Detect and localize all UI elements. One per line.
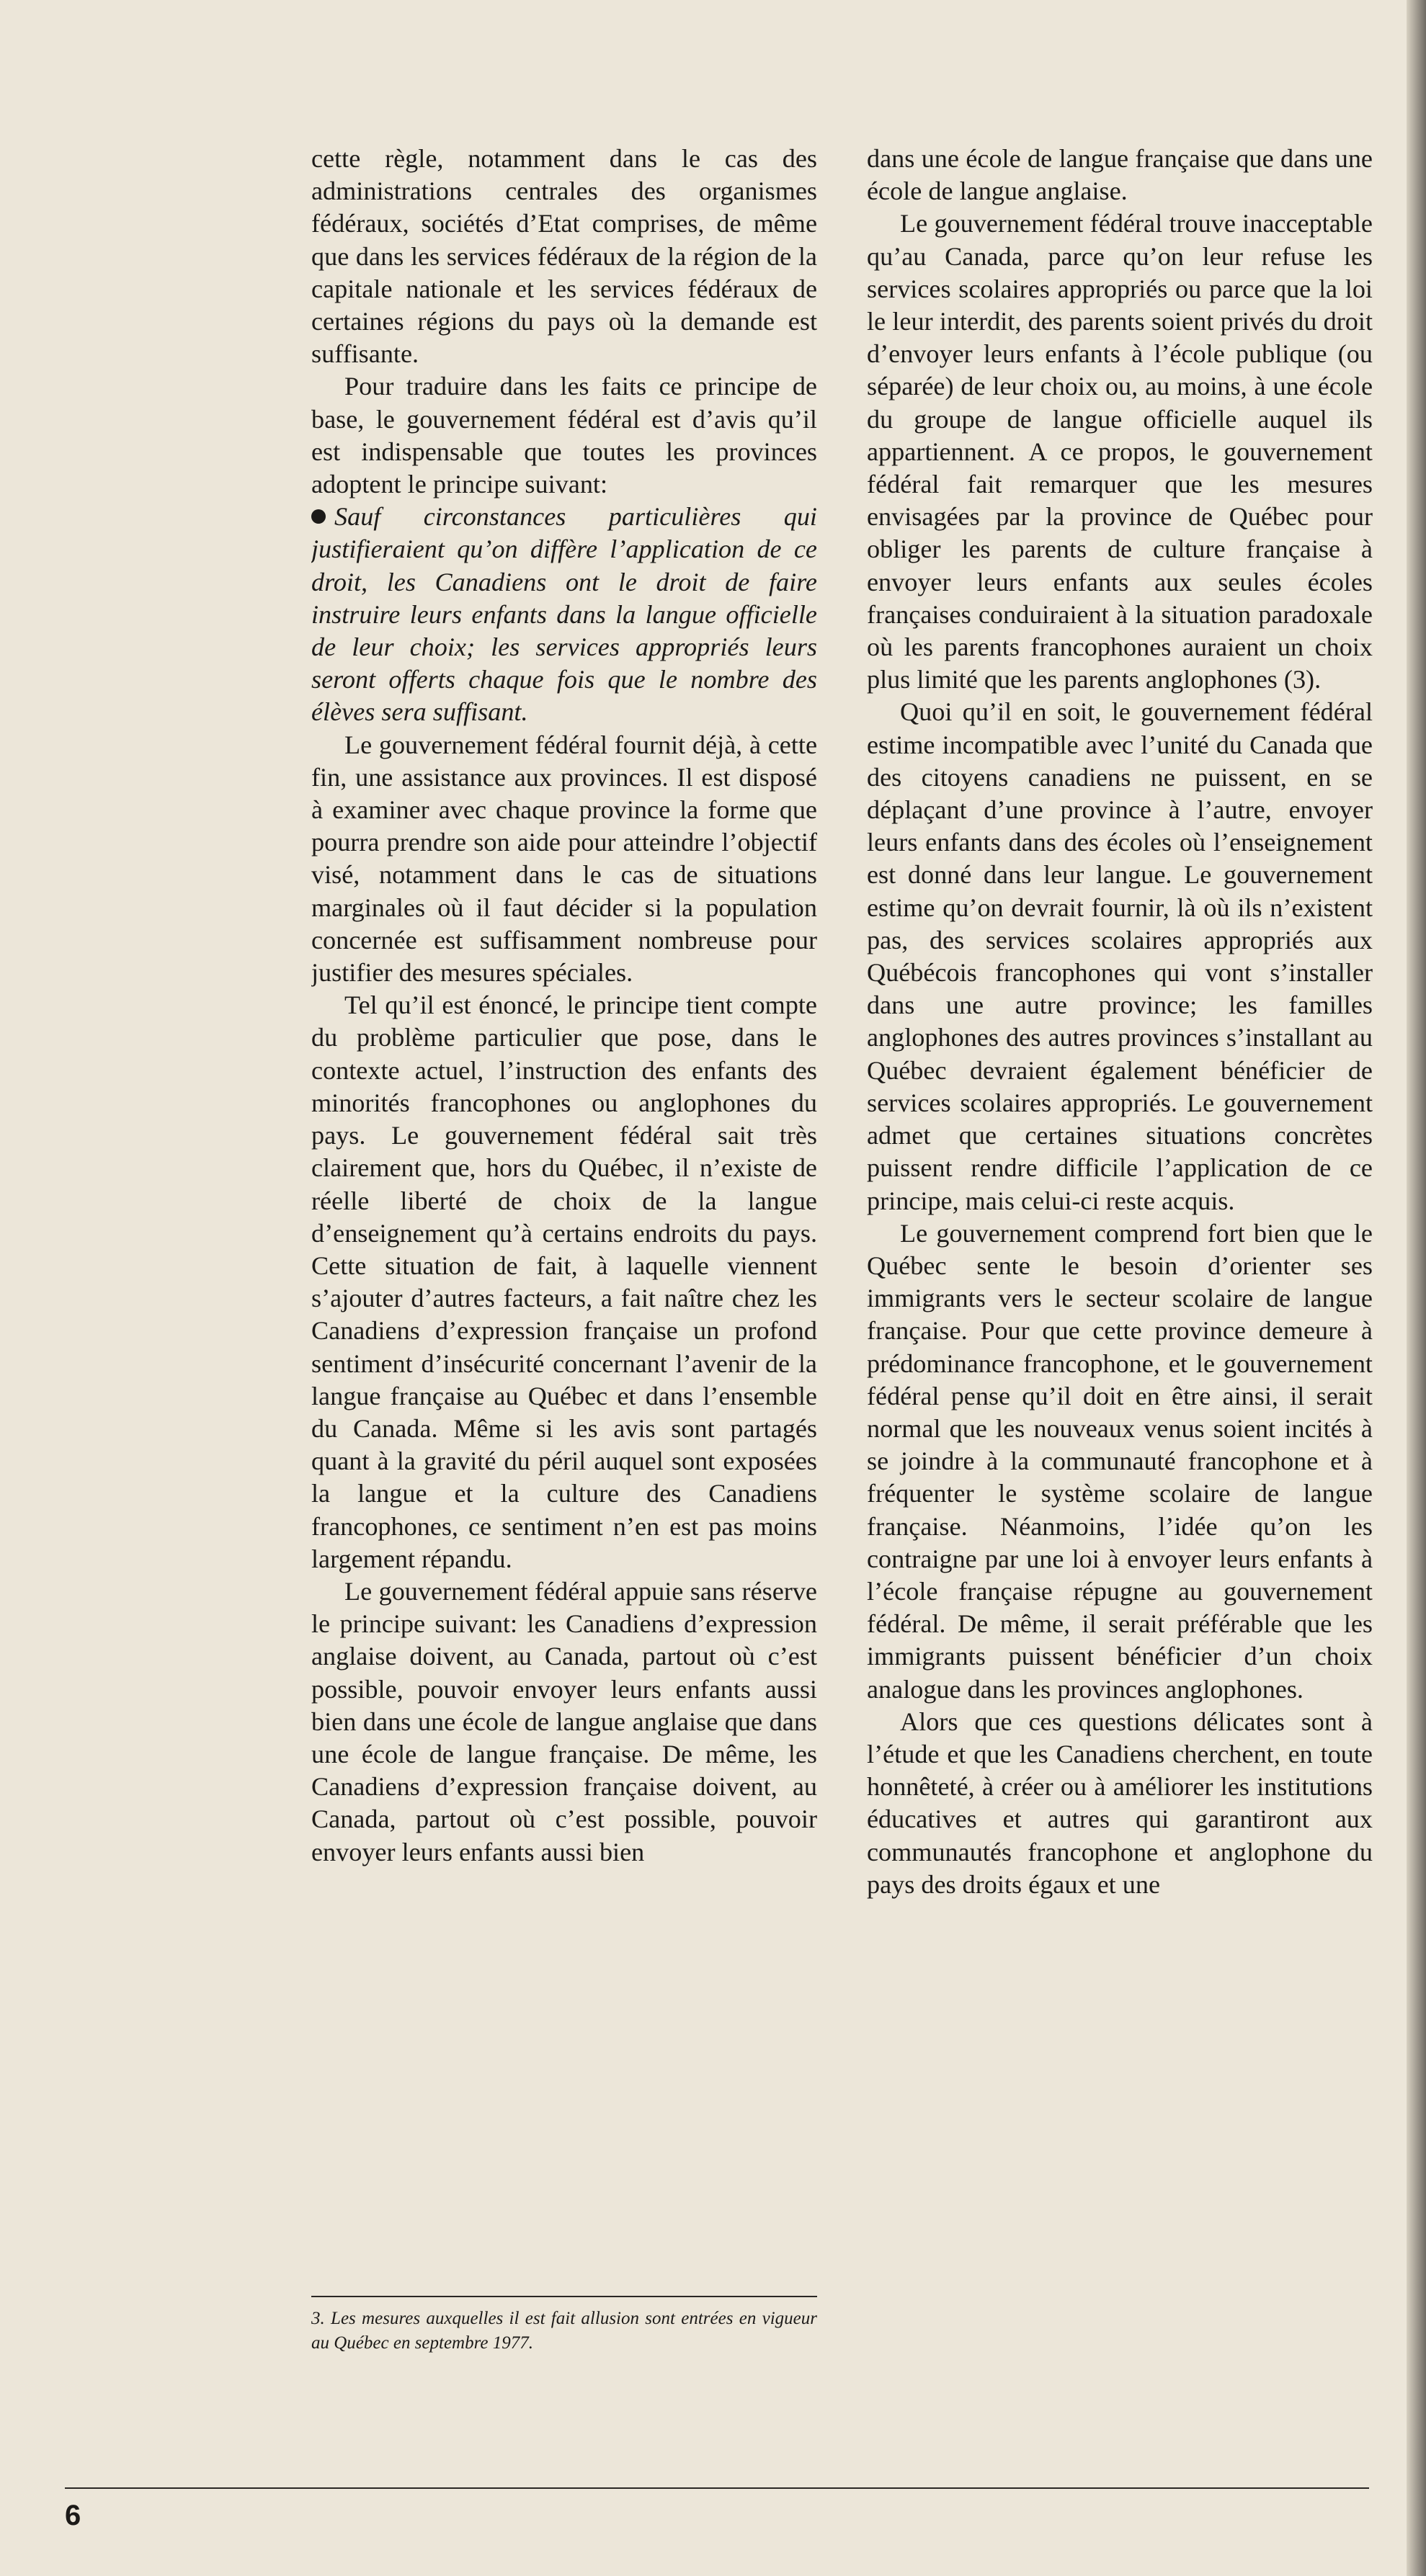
page-number: 6 xyxy=(65,2500,81,2531)
paragraph: Pour traduire dans les faits ce principe de base, le gouvernement fédéral est d’avis qu’il est indispensable que toutes les provinces adoptent le principe suivant: xyxy=(311,372,817,499)
page-footer-rule xyxy=(65,2487,1369,2489)
page-edge-shadow xyxy=(1407,0,1426,2576)
footnote-divider xyxy=(311,2296,817,2297)
paragraph: Alors que ces questions délicates sont à l’étude et que les Canadiens cherchent, en toute honnêteté, à créer ou à améliorer les institutions éducatives et autres qui garantiront aux communautés francophone et anglophone du pays des droits égaux et une xyxy=(867,1707,1373,1899)
paragraph: Tel qu’il est énoncé, le principe tient compte du problème particulier que pose, dans le contexte actuel, l’instruction des enfants des minorités francophones ou anglophones du pays. Le gouvernement fédéral sait très clairement que, hors du Québec, il n’existe de réelle liberté de choix de la langue d’enseignement qu’à certains endroits du pays. Cette situation de fait, à laquelle viennent s’ajouter d’autres facteurs, a fait naître chez les Canadiens d’expression française un profond sentiment d’insécurité concernant l’avenir de la langue française au Québec et dans l’ensemble du Canada. Même si les avis sont partagés quant à la gravité du péril auquel sont exposées la langue et la culture des Canadiens francophones, ce sentiment n’en est pas moins largement répandu. xyxy=(311,990,817,1573)
paragraph: Le gouvernement comprend fort bien que le Québec sente le besoin d’orienter ses immigrants vers le secteur scolaire de langue française. Pour que cette province demeure à prédominance francophone, et le gouvernement fédéral pense qu’il doit en être ainsi, il serait normal que les nouveaux venus soient incités à se joindre à la communauté francophone et à fréquenter le système scolaire de langue française. Néanmoins, l’idée qu’on les contraigne par une loi à envoyer leurs enfants à l’école française répugne au gouvernement fédéral. De même, il serait préférable que les immigrants puissent bénéficier d’un choix analogue dans les provinces anglophones. xyxy=(867,1218,1373,1704)
paragraph: dans une école de langue française que dans une école de langue anglaise. xyxy=(867,144,1373,206)
paragraph: Le gouvernement fédéral fournit déjà, à cette fin, une assistance aux provinces. Il est disposé à examiner avec chaque province la forme que pourra prendre son aide pour atteindre l’objectif visé, notamment dans le cas de situations marginales où il faut décider si la population concernée est suffisamment nombreuse pour justifier des mesures spéciales. xyxy=(311,730,817,988)
right-text-column xyxy=(867,143,1373,2347)
left-text-column xyxy=(311,143,817,2347)
footnote: 3. Les mesures auxquelles il est fait allusion sont entrées en vigueur au Québec en septembre 1977. xyxy=(311,2309,817,2353)
paragraph: Le gouvernement fédéral appuie sans réserve le principe suivant: les Canadiens d’expression anglaise doivent, au Canada, partout où c’est possible, pouvoir envoyer leurs enfants aussi bien dans une école de langue anglaise que dans une école de langue française. De même, les Canadiens d’expression française doivent, au Canada, partout où c’est possible, pouvoir envoyer leurs enfants aussi bien xyxy=(311,1576,817,1866)
paragraph: Le gouvernement fédéral trouve inacceptable qu’au Canada, parce qu’on leur refuse les services scolaires appropriés ou parce que la loi le leur interdit, des parents soient privés du droit d’envoyer leurs enfants à l’école publique (ou séparée) de leur choix ou, au moins, à une école du groupe de langue officielle auquel ils appartiennent. A ce propos, le gouvernement fédéral fait remarquer que les mesures envisagées par la province de Québec pour obliger les parents de culture française à envoyer leurs enfants aux seules écoles françaises conduiraient à la situation paradoxale où les parents francophones auraient un choix plus limité que les parents anglophones (3). xyxy=(867,209,1373,694)
principle-text: Sauf circonstances particulières qui justifieraient qu’on diffère l’application de ce droit, les Canadiens ont le droit de faire instruire leurs enfants dans la langue officielle de leur choix; les services appropriés leurs seront offerts chaque fois que le nombre des élèves sera suffisant. xyxy=(311,502,817,727)
paragraph: cette règle, notamment dans le cas des administrations centrales des organismes fédéraux, sociétés d’Etat comprises, de même que dans les services fédéraux de la région de la capitale nationale et les services fédéraux de certaines régions du pays où la demande est suffisante. xyxy=(311,144,817,369)
paragraph: Quoi qu’il en soit, le gouvernement fédéral estime incompatible avec l’unité du Canada que des citoyens canadiens ne puissent, en se déplaçant d’une province à l’autre, envoyer leurs enfants dans des écoles où l’enseignement est donné dans leur langue. Le gouvernement estime qu’on devrait fournir, là où ils n’existent pas, des services scolaires appropriés aux Québécois francophones qui vont s’installer dans une autre province; les familles anglophones des autres provinces s’installant au Québec devraient également bénéficier de services scolaires appropriés. Le gouvernement admet que certaines situations concrètes puissent rendre difficile l’application de ce principe, mais celui-ci reste acquis. xyxy=(867,697,1373,1215)
principle-bullet xyxy=(311,501,817,728)
bullet-icon xyxy=(311,509,326,524)
